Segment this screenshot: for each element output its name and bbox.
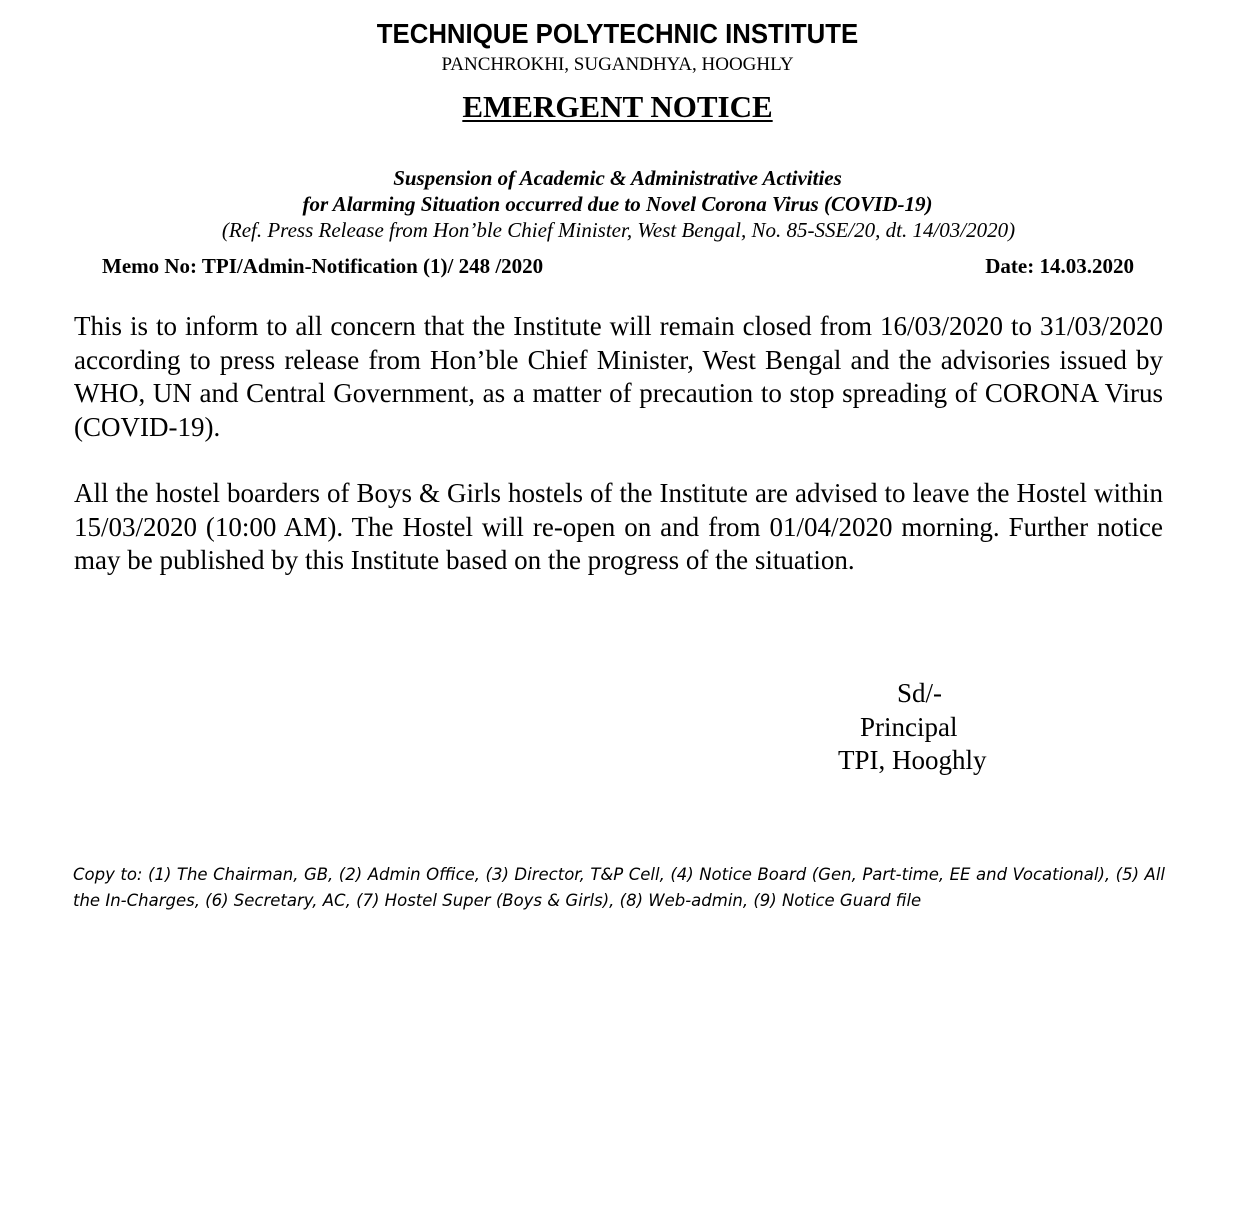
- subject-line-1: Suspension of Academic & Administrative Activities: [393, 166, 842, 190]
- institute-name: TECHNIQUE POLYTECHNIC INSTITUTE: [376, 18, 859, 49]
- subject-reference: (Ref. Press Release from Hon’ble Chief Minister, West Bengal, No. 85-SSE/20, dt. 14/03/2020): [221, 218, 1016, 242]
- copy-to: Copy to: (1) The Chairman, GB, (2) Admin Office, (3) Director, T&P Cell, (4) Notice Board (Gen, Part-time, EE and Vocational), (5) All the In-Charges, (6) Secretary, AC, (7) Hostel Super (Boys & Girls), (8) Web-admin, (9) Notice Guard file: [73, 865, 1165, 910]
- signature-designation: Principal: [860, 712, 958, 742]
- body-paragraph-1: This is to inform to all concern that the Institute will remain closed from 16/03/2020 to 31/03/2020 according to press release from Hon’ble Chief Minister, West Bengal and the advisories issued by WHO, UN and Central Government, as a matter of precaution to stop spreading of CORONA Virus (COVID-19).: [74, 311, 1163, 442]
- notice-title-text: EMERGENT NOTICE: [462, 89, 773, 124]
- notice-title: [0, 89, 1235, 125]
- signature-sd: Sd/-: [897, 678, 943, 708]
- body-paragraph-2: All the hostel boarders of Boys & Girls hostels of the Institute are advised to leave the Hostel within 15/03/2020 (10:00 AM). The Hostel will re-open on and from 01/04/2020 morning. Further notice may be published by this Institute based on the progress of the situation.: [74, 478, 1163, 575]
- institute-address: PANCHROKHI, SUGANDHYA, HOOGHLY: [441, 54, 794, 75]
- memo-number: Memo No: TPI/Admin-Notification (1)/ 248 /2020: [102, 254, 544, 278]
- memo-date: Date: 14.03.2020: [985, 254, 1134, 278]
- subject-line-2: for Alarming Situation occurred due to Novel Corona Virus (COVID-19): [302, 192, 933, 216]
- signature-organization: TPI, Hooghly: [838, 745, 987, 775]
